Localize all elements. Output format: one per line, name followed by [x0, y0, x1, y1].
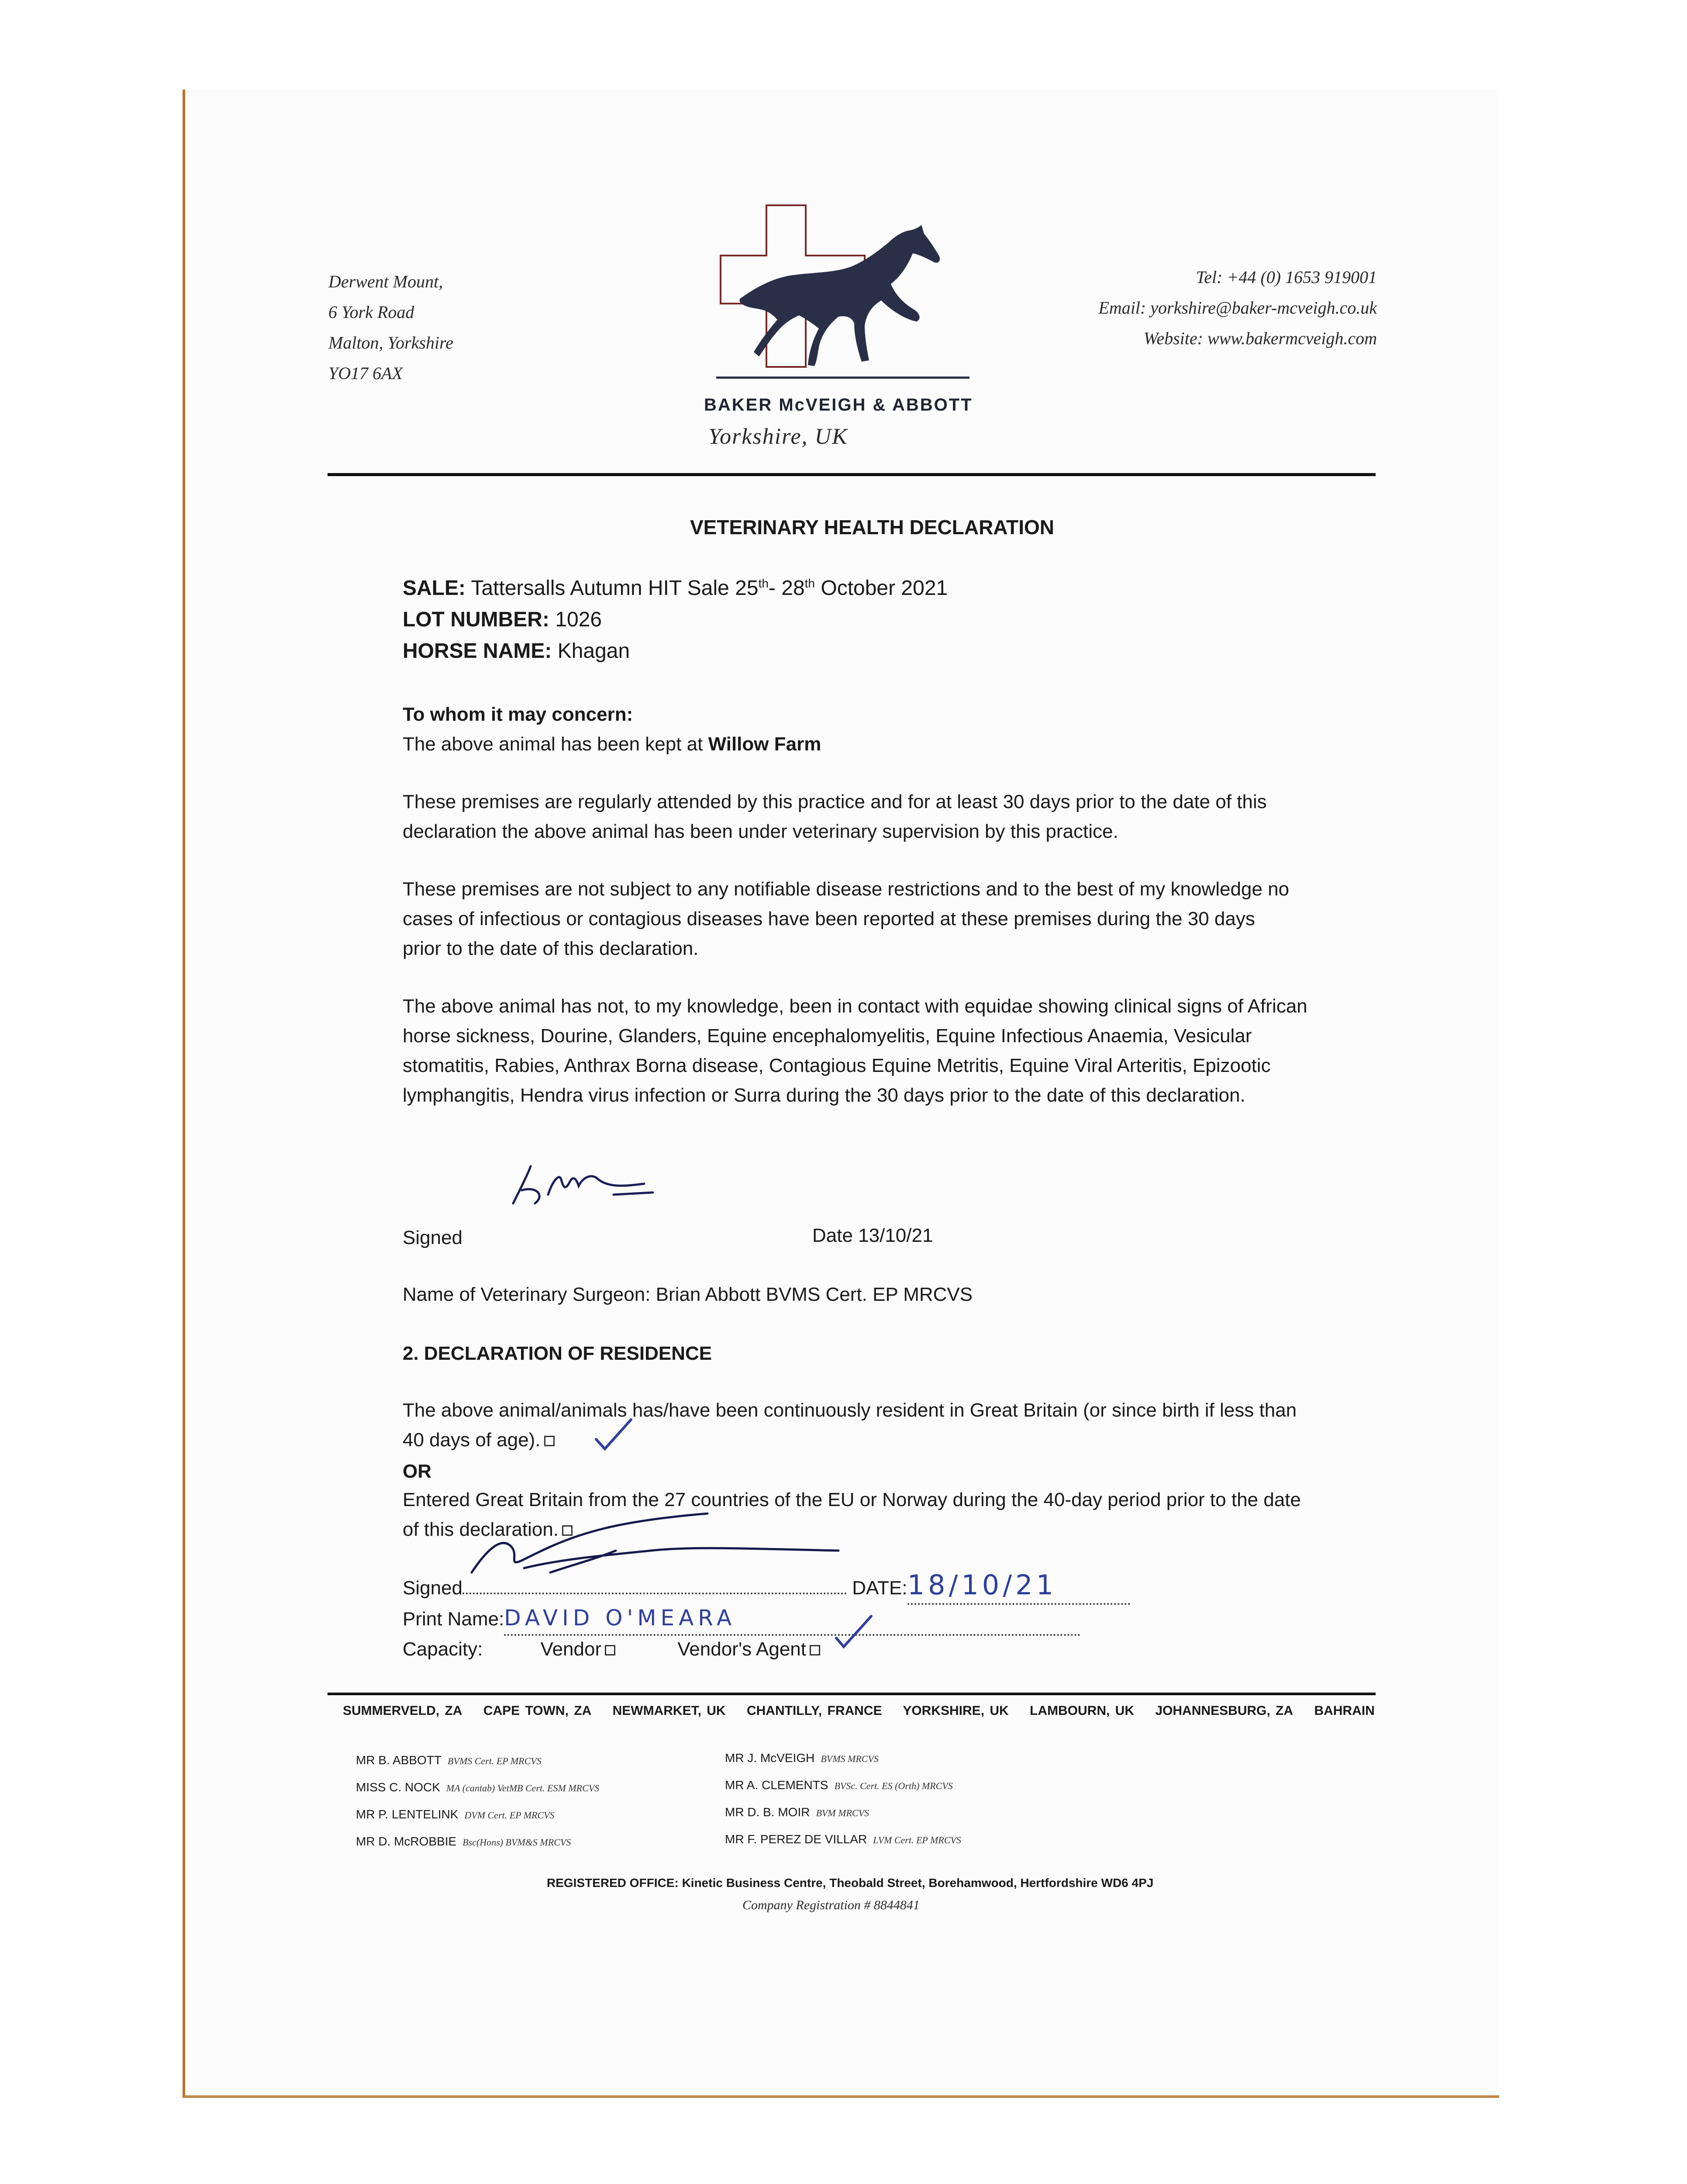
- sale-value: - 28: [768, 577, 805, 600]
- lot-value: 1026: [555, 608, 602, 631]
- kept-at-text: The above animal has been kept at: [403, 733, 708, 755]
- signature-line: [462, 1593, 847, 1594]
- vet-signature: [504, 1155, 670, 1212]
- ordinal-suffix: th: [758, 577, 769, 590]
- agent-checkbox[interactable]: [810, 1645, 820, 1655]
- office-locations: [343, 1704, 1390, 1718]
- email-address: Email: yorkshire@baker-mcveigh.co.uk: [1098, 298, 1377, 318]
- staff-member: MR D. B. MOIR BVM MRCVS: [725, 1805, 869, 1819]
- agent-option-label: Vendor's Agent: [677, 1638, 806, 1660]
- footer-divider: [328, 1693, 1376, 1695]
- print-name-field[interactable]: [504, 1603, 1080, 1636]
- address-line: YO17 6AX: [328, 363, 403, 383]
- staff-member: MR D. McROBBIE Bsc(Hons) BVM&S MRCVS: [356, 1835, 571, 1848]
- capacity-row: [403, 1635, 820, 1664]
- firm-name: BAKER McVEIGH & ABBOTT: [704, 395, 973, 415]
- office-location: LAMBOURN, UK: [1030, 1704, 1135, 1718]
- staff-member: MR A. CLEMENTS BVSc. Cert. ES (Orth) MRCVS: [725, 1778, 953, 1792]
- kept-at-line: [403, 729, 1298, 759]
- paragraph-supervision: These premises are regularly attended by this practice and for at least 30 days prior to the date of this declaration the above animal has been under veterinary supervision by this practice.: [403, 791, 1267, 842]
- firm-location: Yorkshire, UK: [708, 424, 848, 449]
- office-location: BAHRAIN: [1314, 1704, 1375, 1718]
- capacity-label: Capacity:: [403, 1638, 483, 1660]
- ordinal-suffix: th: [804, 577, 815, 590]
- sale-line: [403, 568, 948, 604]
- vet-date: Date 13/10/21: [812, 1225, 933, 1246]
- practice-contact: [1098, 262, 1377, 354]
- practice-address: [328, 266, 453, 389]
- paragraph-diseases: The above animal has not, to my knowledge, been in contact with equidae showing clinical signs of African horse sickness, Dourine, Glanders, Equine encephalomyelitis, Equine Infectious Anaemia, Vesicular stomatitis, Rabies, Anthrax Borna disease, Contagious Equine Metritis, Equine Viral Arteritis, Epizootic lymphangitis, Hendra virus infection or Surra during the 30 days prior to the date of this declaration.: [403, 995, 1308, 1106]
- vet-surgeon-name: Name of Veterinary Surgeon: Brian Abbott BVMS Cert. EP MRCVS: [403, 1284, 973, 1305]
- address-line: 6 York Road: [328, 302, 414, 322]
- agent-date-line[interactable]: [907, 1570, 1130, 1605]
- paragraph-restrictions: These premises are not subject to any notifiable disease restrictions and to the best of my knowledge no cases of infectious or contagious diseases have been reported at these premises during the 30 days prior to the date of this declaration.: [403, 878, 1290, 959]
- office-location: CAPE TOWN, ZA: [483, 1704, 592, 1718]
- office-location: SUMMERVELD, ZA: [343, 1704, 462, 1718]
- firm-logo: [716, 201, 969, 384]
- print-name-row: [403, 1603, 1080, 1636]
- header-divider: [328, 473, 1376, 476]
- staff-member: MR J. McVEIGH BVMS MRCVS: [725, 1751, 879, 1765]
- registered-office: REGISTERED OFFICE: Kinetic Business Centre, Theobald Street, Borehamwood, Hertfordshire WD6 4PJ: [547, 1876, 1154, 1890]
- company-registration: Company Registration # 8844841: [742, 1898, 920, 1912]
- sale-value: October 2021: [815, 577, 948, 600]
- office-location: CHANTILLY, FRANCE: [746, 1704, 882, 1718]
- document-title: VETERINARY HEALTH DECLARATION: [690, 516, 1054, 539]
- residence-heading: 2. DECLARATION OF RESIDENCE: [403, 1343, 712, 1364]
- residence-option-2[interactable]: Entered Great Britain from the 27 countries of the EU or Norway during the 40-day period prior to the date of this declaration.: [403, 1489, 1301, 1540]
- office-location: NEWMARKET, UK: [612, 1704, 726, 1718]
- kept-at-place: Willow Farm: [708, 733, 821, 755]
- horse-label: HORSE NAME:: [403, 639, 552, 663]
- residence-option-1[interactable]: The above animal/animals has/have been continuously resident in Great Britain (or since birth if less than 40 days of age).: [403, 1400, 1297, 1451]
- sale-value: Tattersalls Autumn HIT Sale 25: [471, 577, 759, 600]
- checkmark-icon: [834, 1612, 873, 1651]
- address-line: Derwent Mount,: [328, 272, 443, 291]
- agent-date-value: 18/10/21: [907, 1569, 1057, 1601]
- sale-label: SALE:: [403, 577, 466, 600]
- agent-signed-label: Signed: [403, 1577, 463, 1599]
- print-name-value: DAVID O'MEARA: [504, 1605, 736, 1631]
- vendor-option-label: Vendor: [540, 1638, 602, 1660]
- office-location: JOHANNESBURG, ZA: [1155, 1704, 1294, 1718]
- galloping-horse-icon: [739, 225, 940, 366]
- agent-signed-row: [403, 1570, 1130, 1605]
- option-1-checkbox[interactable]: [544, 1436, 555, 1446]
- sale-details: [403, 568, 948, 667]
- horse-value: Khagan: [557, 639, 630, 663]
- staff-member: MR P. LENTELINK DVM Cert. EP MRCVS: [356, 1807, 555, 1821]
- website: Website: www.bakermcveigh.com: [1143, 328, 1377, 348]
- logo-baseline: [716, 377, 969, 379]
- lot-line: [403, 604, 948, 636]
- staff-list-left: [356, 1747, 599, 1856]
- staff-list-right: [725, 1745, 961, 1853]
- horse-line: [403, 636, 948, 667]
- lot-label: LOT NUMBER:: [403, 608, 549, 631]
- or-separator: OR: [403, 1461, 431, 1482]
- staff-member: MISS C. NOCK MA (cantab) VetMB Cert. ESM MRCVS: [356, 1780, 600, 1794]
- salutation: To whom it may concern:: [403, 704, 633, 725]
- office-location: YORKSHIRE, UK: [903, 1704, 1009, 1718]
- declaration-intro: [403, 700, 1298, 759]
- phone-number: Tel: +44 (0) 1653 919001: [1196, 267, 1377, 287]
- vet-signed-label: Signed: [403, 1227, 463, 1248]
- vendor-checkbox[interactable]: [605, 1645, 615, 1655]
- agent-date-label: DATE:: [852, 1577, 907, 1599]
- staff-member: MR F. PEREZ DE VILLAR LVM Cert. EP MRCVS: [725, 1832, 961, 1846]
- address-line: Malton, Yorkshire: [328, 333, 453, 352]
- checkmark-icon: [594, 1417, 633, 1452]
- staff-member: MR B. ABBOTT BVMS Cert. EP MRCVS: [356, 1753, 542, 1767]
- print-name-label: Print Name:: [403, 1608, 504, 1630]
